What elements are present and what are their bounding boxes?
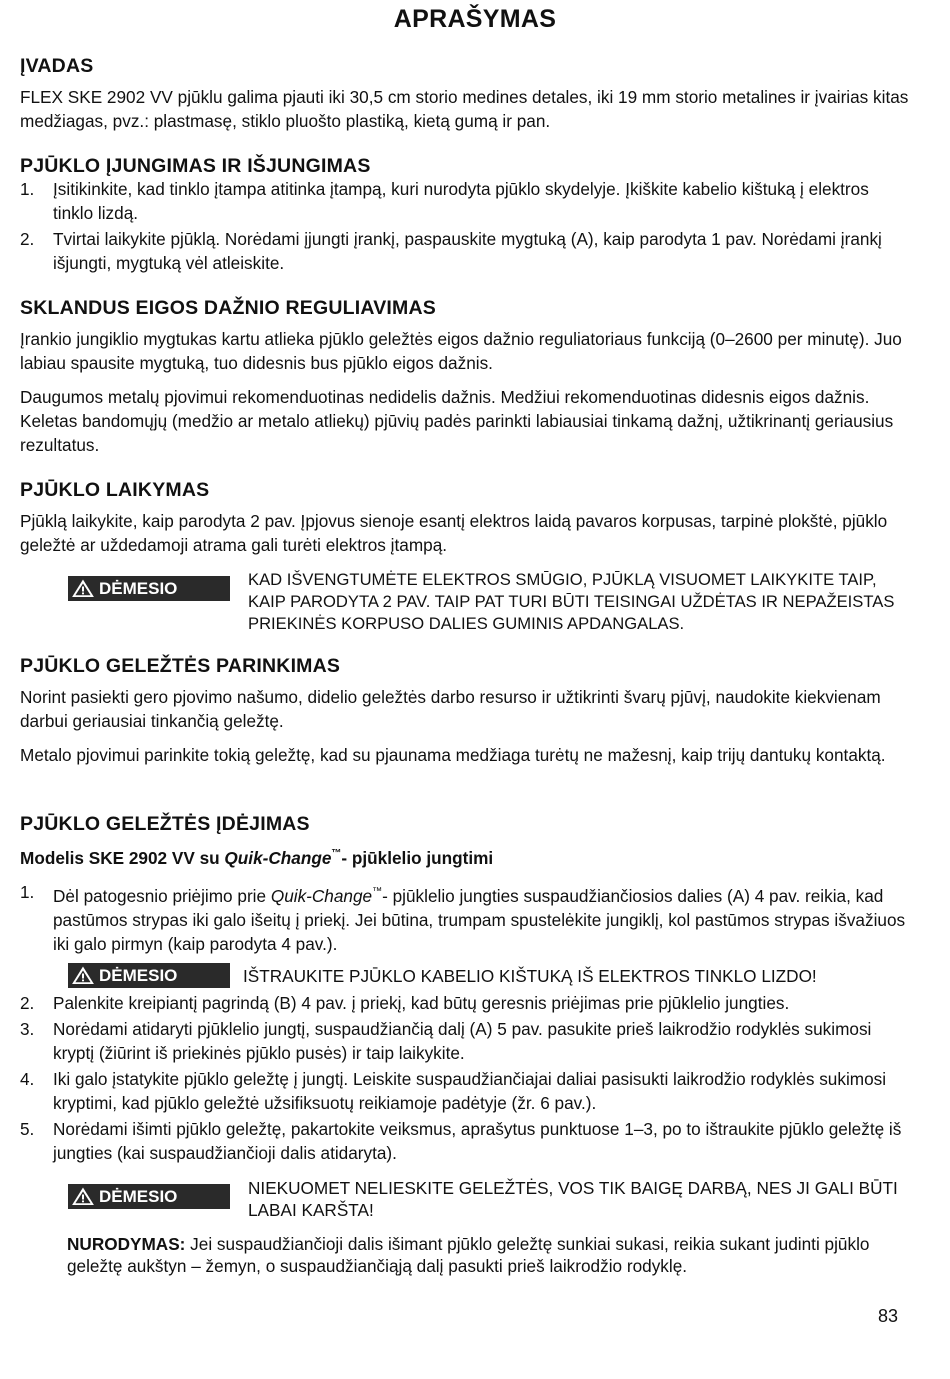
list-item-number: 2. — [20, 229, 35, 249]
warning-badge — [68, 1184, 230, 1209]
warning-label: DĖMESIO — [99, 966, 178, 985]
heading-idejimas: PJŪKLO GELEŽTĖS ĮDĖJIMAS — [20, 813, 310, 835]
list-item — [20, 1017, 910, 1065]
heading-reguliavimas: SKLANDUS EIGOS DAŽNIO REGULIAVIMAS — [20, 297, 436, 319]
paragraph-ivadas: FLEX SKE 2902 VV pjūklu galima pjauti iki 30,5 cm storio medines detales, iki 19 mm storio metalines ir įvairias kitas medžiagas, pvz.: plastmasę, stiklo pluošto plastiką, kietą gumą ir pan. — [20, 87, 909, 131]
list-item — [20, 991, 910, 1015]
warning-label: DĖMESIO — [99, 1187, 178, 1206]
note-label: NURODYMAS: — [67, 1234, 186, 1254]
warning-badge — [68, 963, 230, 988]
paragraph-reguliavimas-2: Daugumos metalų pjovimui rekomenduotinas nedidelis dažnis. Medžiui rekomenduotinas didesnis eigos dažnis. Keletas bandomųjų (medžio ar metalo atliekų) pjūvių padės parinkti labiausiai tinkamą dažnį, užtikrinantį geriausius rezultatus. — [20, 387, 894, 455]
warning-triangle-icon — [72, 966, 94, 985]
warning-triangle-icon — [72, 579, 94, 598]
list-item-text: Norėdami išimti pjūklo geležtę, pakartokite veiksmus, aprašytus punktuose 1–3, po to ištraukite pjūklo geležtę iš jungties (kai suspaudžiančioji dalis atidaryta). — [53, 1119, 902, 1163]
page-title: APRAŠYMAS — [393, 5, 557, 33]
list-item-text: Norėdami atidaryti pjūklelio jungtį, suspaudžiančią dalį (A) 5 pav. pasukite prieš laikrodžio rodyklės sukimosi kryptį (žiūrint iš priekinės pjūklo pusės) ir taip laikykite. — [53, 1019, 872, 1063]
list-item-number: 5. — [20, 1119, 35, 1139]
warning-label: DĖMESIO — [99, 579, 178, 598]
paragraph-parinkimas-2: Metalo pjovimui parinkite tokią geležtę, kad su pjaunama medžiaga turėtų ne mažesnį, kaip trijų dantukų kontaktą. — [20, 745, 886, 765]
list-item-number: 1. — [20, 882, 35, 902]
heading-ivadas: ĮVADAS — [20, 55, 94, 77]
heading-laikymas: PJŪKLO LAIKYMAS — [20, 479, 210, 501]
heading-parinkimas: PJŪKLO GELEŽTĖS PARINKIMAS — [20, 655, 341, 677]
warning-text: KAD IŠVENGTUMĖTE ELEKTROS SMŪGIO, PJŪKLĄ VISUOMET LAIKYKITE TAIP, KAIP PARODYTA 2 PAV. TAIP PAT TURI BŪTI TEISINGAI UŽDĖTAS IR NEPAŽEISTAS PRIEKINĖS KORPUSO DALIES GUMINIS APDANGALAS. — [248, 570, 895, 633]
list-item-text: Tvirtai laikykite pjūklą. Norėdami įjungti įrankį, paspauskite mygtuką (A), kaip parodyta 1 pav. Norėdami įrankį išjungti, mygtuką vėl atleiskite. — [53, 229, 882, 273]
paragraph-parinkimas-1: Norint pasiekti gero pjovimo našumo, didelio geležtės darbo resurso ir užtikrinti švarų pjūvį, naudokite kiekvienam darbui geriausiai tinkančią geležtę. — [20, 687, 881, 731]
list-item — [20, 1117, 910, 1165]
note-paragraph — [67, 1233, 917, 1277]
list-item-number: 4. — [20, 1069, 35, 1089]
list-item-text: Dėl patogesnio priėjimo prie Quik-Change™- pjūklelio jungties suspaudžiančiosios dalies (A) 4 pav. reikia, kad pastūmos strypas iki galo išeitų į priekį. Jei būtina, trumpam spustelėkite jungiklį, kol pastūmos strypas išvažiuos iki galo pirmyn (kaip parodyta 4 pav.). — [53, 886, 906, 954]
list-item-text: Palenkite kreipiantį pagrindą (B) 4 pav. į priekį, kad būtų geresnis priėjimas prie pjūklelio jungties. — [53, 993, 790, 1013]
list-item-text: Įsitikinkite, kad tinklo įtampa atitinka įtampą, kuri nurodyta pjūklo skydelyje. Įkiškite kabelio kištuką į elektros tinklo lizdą. — [53, 179, 869, 223]
warning-badge — [68, 576, 230, 601]
page-number: 83 — [877, 1306, 898, 1326]
list-item — [20, 880, 910, 956]
paragraph-reguliavimas-1: Įrankio jungiklio mygtukas kartu atlieka pjūklo geležtės eigos dažnio reguliatoriaus funkciją (0–2600 per minutę). Juo labiau spausite mygtuką, tuo didesnis bus pjūklo eigos dažnis. — [20, 329, 902, 373]
list-item — [20, 177, 910, 225]
warning-text: NIEKUOMET NELIESKITE GELEŽTĖS, VOS TIK BAIGĘ DARBĄ, NES JI GALI BŪTI LABAI KARŠTA! — [248, 1178, 898, 1220]
list-item — [20, 227, 910, 275]
warning-text: IŠTRAUKITE PJŪKLO KABELIO KIŠTUKĄ IŠ ELEKTROS TINKLO LIZDO! — [243, 966, 817, 986]
list-item-number: 3. — [20, 1019, 35, 1039]
heading-ijungimas: PJŪKLO ĮJUNGIMAS IR IŠJUNGIMAS — [20, 155, 371, 177]
model-subheading: Modelis SKE 2902 VV su Quik-Change™- pjūklelio jungtimi — [20, 848, 494, 868]
list-item — [20, 1067, 910, 1115]
list-item-number: 2. — [20, 993, 35, 1013]
warning-triangle-icon — [72, 1187, 94, 1206]
list-item-text: Iki galo įstatykite pjūklo geležtę į jungtį. Leiskite suspaudžiančiajai daliai pasisukti laikrodžio rodyklės sukimosi kryptimi, kad pjūklo geležtė užsifiksuotų reikiamoje padėtyje (žr. 6 pav.). — [53, 1069, 887, 1113]
paragraph-laikymas: Pjūklą laikykite, kaip parodyta 2 pav. Įpjovus sienoje esantį elektros laidą pavaros korpusas, tarpinė plokštė, pjūklo geležtė ar uždedamoji atrama gali turėti elektros įtampą. — [20, 511, 888, 555]
note-text: Jei suspaudžiančioji dalis išimant pjūklo geležtę sunkiai sukasi, reikia sukant judinti pjūklo geležtę aukštyn – žemyn, o suspaudžiančiąją dalį pasukti prieš laikrodžio rodyklę. — [67, 1234, 870, 1276]
list-item-number: 1. — [20, 179, 35, 199]
